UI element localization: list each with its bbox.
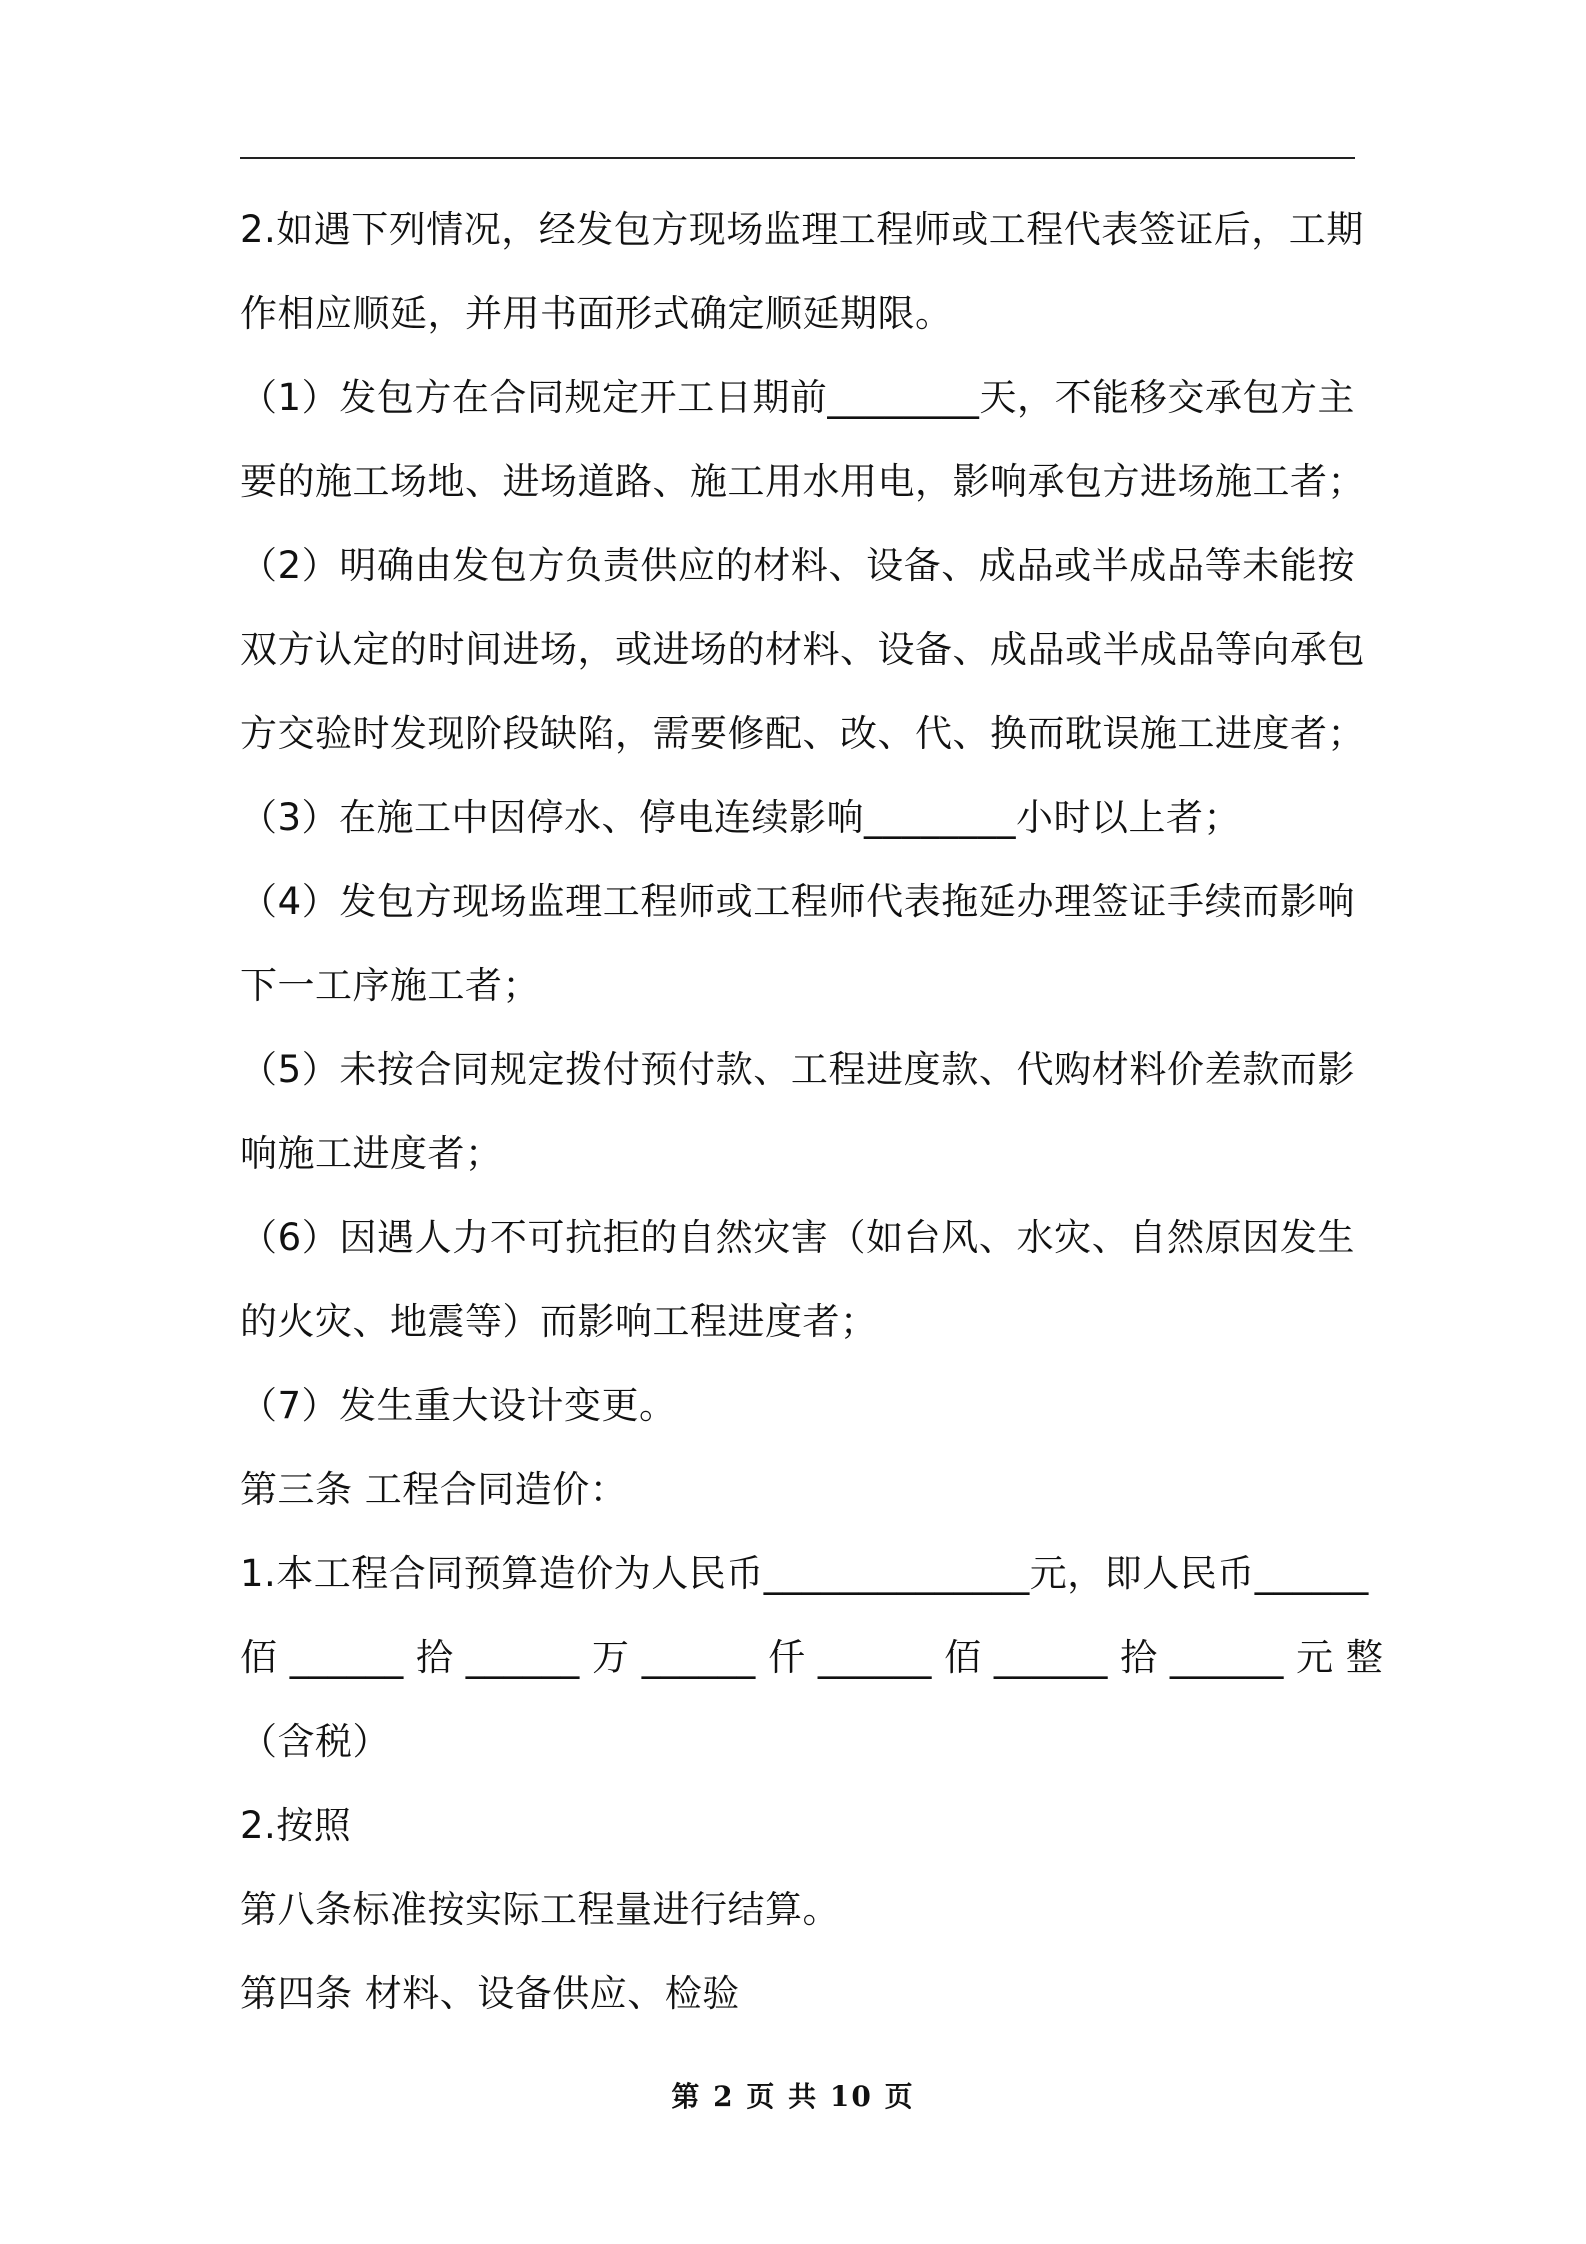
text-line: 佰 ______ 拾 ______ 万 ______ 仟 ______ 佰 ______ 拾 ______ 元 整 [240, 1636, 1384, 1679]
text-line: （5）未按合同规定拨付预付款、工程进度款、代购材料价差款而影 [240, 1048, 1355, 1091]
text-line: 1.本工程合同预算造价为人民币______________元，即人民币______ [240, 1552, 1369, 1595]
text-line: （2）明确由发包方负责供应的材料、设备、成品或半成品等未能按 [240, 544, 1355, 587]
document-body [240, 188, 1384, 2036]
header-rule [240, 157, 1355, 159]
text-line: （7）发生重大设计变更。 [240, 1384, 677, 1427]
text-line: 双方认定的时间进场，或进场的材料、设备、成品或半成品等向承包 [240, 628, 1365, 671]
text-line: 下一工序施工者； [240, 964, 540, 1007]
text-line: （4）发包方现场监理工程师或工程师代表拖延办理签证手续而影响 [240, 880, 1355, 923]
text-line: （3）在施工中因停水、停电连续影响________小时以上者； [240, 796, 1242, 839]
text-line: （1）发包方在合同规定开工日期前________天，不能移交承包方主 [240, 376, 1355, 419]
section-heading: 第四条 材料、设备供应、检验 [240, 1972, 740, 2015]
text-line: 方交验时发现阶段缺陷，需要修配、改、代、换而耽误施工进度者； [240, 712, 1365, 755]
text-line: 2.如遇下列情况，经发包方现场监理工程师或工程代表签证后，工期 [240, 208, 1364, 251]
text-line: 要的施工场地、进场道路、施工用水用电，影响承包方进场施工者； [240, 460, 1365, 503]
text-line: 2.按照 [240, 1804, 352, 1847]
text-line: 的火灾、地震等）而影响工程进度者； [240, 1300, 878, 1343]
text-line: 响施工进度者； [240, 1132, 503, 1175]
section-heading: 第三条 工程合同造价： [240, 1468, 628, 1511]
text-line: （含税） [240, 1720, 390, 1763]
text-line: 作相应顺延，并用书面形式确定顺延期限。 [240, 292, 953, 335]
text-line: （6）因遇人力不可抗拒的自然灾害（如台风、水灾、自然原因发生 [240, 1216, 1355, 1259]
page-number-footer: 第 2 页 共 10 页 [671, 2080, 915, 2113]
text-line: 第八条标准按实际工程量进行结算。 [240, 1888, 840, 1931]
